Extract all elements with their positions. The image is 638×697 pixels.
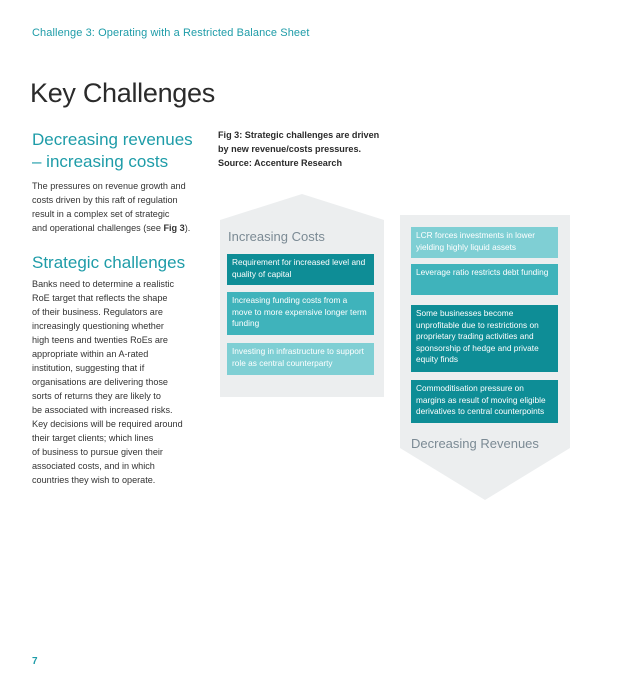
body-line: result in a complex set of strategic [32, 209, 170, 219]
section-heading-strategic-challenges: Strategic challenges [32, 253, 186, 272]
increasing-costs-label: Increasing Costs [228, 229, 325, 244]
cost-item-infrastructure: Investing in infrastructure to support role as central counterparty [227, 343, 374, 375]
revenue-item-lcr: LCR forces investments in lower yielding highly liquid assets [411, 227, 558, 258]
page-number: 7 [32, 656, 38, 667]
body-line-text: and operational challenges (see [32, 223, 164, 233]
body-line [32, 221, 190, 235]
caption-line: Source: Accenture Research [218, 158, 342, 168]
body-line: their target clients; which lines [32, 433, 154, 443]
body-line: appropriate within an A-rated [32, 349, 149, 359]
body-line-suffix: ). [184, 223, 191, 233]
body-line: countries they wish to operate. [32, 475, 156, 485]
section2-body [32, 277, 183, 487]
page-title: Key Challenges [30, 78, 215, 108]
body-line: of their business. Regulators are [32, 307, 163, 317]
revenue-item-commoditisation: Commoditisation pressure on margins as result of moving eligible derivatives to central counterpoints [411, 380, 558, 423]
figure-reference: Fig 3 [163, 223, 185, 233]
cost-item-funding: Increasing funding costs from a move to more expensive longer term funding [227, 292, 374, 335]
body-line: be associated with increased risks. [32, 405, 173, 415]
body-line: institution, suggesting that if [32, 363, 145, 373]
decreasing-revenues-label: Decreasing Revenues [411, 436, 539, 451]
heading-line-2: – increasing costs [32, 152, 169, 171]
body-line: associated costs, and in which [32, 461, 155, 471]
section1-body [32, 179, 190, 235]
body-line: Key decisions will be required around [32, 419, 183, 429]
heading-line-1: Decreasing revenues [32, 130, 193, 149]
revenue-item-businesses: Some businesses become unprofitable due to restrictions on proprietary trading activities and sponsorship of hedge and private equity finds [411, 305, 558, 372]
body-line: sorts of returns they are likely to [32, 391, 161, 401]
body-line: RoE target that reflects the shape [32, 293, 168, 303]
section-heading-revenues-costs [32, 129, 193, 173]
caption-line: by new revenue/costs pressures. [218, 144, 362, 154]
body-line: increasingly questioning whether [32, 321, 164, 331]
revenue-item-leverage: Leverage ratio restricts debt funding [411, 264, 558, 295]
running-header: Challenge 3: Operating with a Restricted Balance Sheet [32, 27, 310, 39]
body-line: costs driven by this raft of regulation [32, 195, 178, 205]
body-line: of business to pursue given their [32, 447, 163, 457]
body-line: organisations are delivering those [32, 377, 168, 387]
body-line: Banks need to determine a realistic [32, 279, 175, 289]
caption-line: Fig 3: Strategic challenges are driven [218, 130, 380, 140]
figure-caption [218, 128, 393, 170]
cost-item-capital: Requirement for increased level and quality of capital [227, 254, 374, 285]
body-line: The pressures on revenue growth and [32, 181, 186, 191]
body-line: high teens and twenties RoEs are [32, 335, 168, 345]
